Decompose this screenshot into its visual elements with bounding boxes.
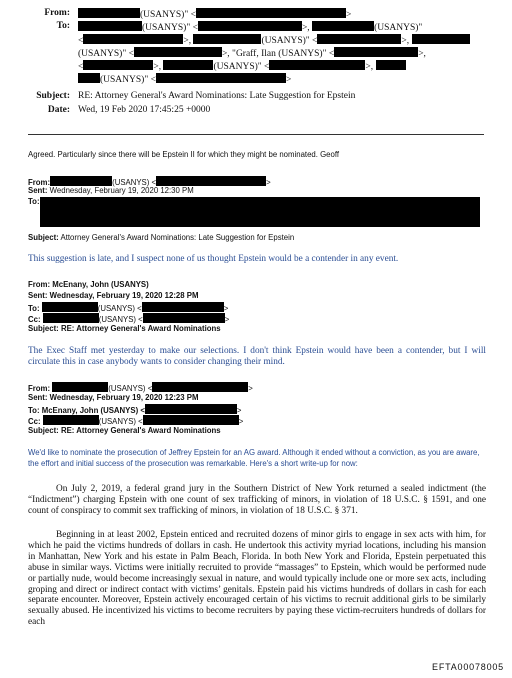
redaction [78, 73, 100, 83]
redaction [198, 21, 302, 31]
redaction [83, 60, 153, 70]
redaction [142, 302, 224, 312]
msg3-from: From: McEnany, John (USANYS) [28, 280, 149, 289]
msg4-from: From: (USANYS) < > [28, 384, 253, 393]
redaction [50, 176, 112, 186]
msg4-subject: Subject: RE: Attorney General's Award Nominations [28, 426, 221, 435]
writeup-paragraph-1: On July 2, 2019, a federal grand jury in the Southern District of New York returned a sealed indictment (the “Indictment”) charging Epstein with one count of sex trafficking of minors, in violation of 18 U.S.C. § 1591, and one count of conspiracy to commit sex trafficking of minors, in violation of 18 U.S.C. § 371. [28, 484, 486, 516]
to-line-2: < >, (USANYS)" < >, [78, 34, 470, 47]
redaction [196, 8, 346, 18]
redaction [334, 47, 418, 57]
redaction-block [40, 197, 480, 227]
date-label: Date: [47, 105, 70, 115]
redaction [43, 313, 99, 323]
redaction [412, 34, 470, 44]
document-id: EFTA00078005 [432, 662, 504, 672]
msg2-subject: Subject: Attorney General's Award Nominations: Late Suggestion for Epstein [28, 233, 295, 242]
header-divider [28, 134, 484, 135]
redaction [78, 8, 140, 18]
redaction [163, 60, 213, 70]
redaction [42, 302, 98, 312]
redaction [134, 47, 222, 57]
redaction [376, 60, 406, 70]
redaction [145, 404, 237, 414]
msg2-body: This suggestion is late, and I suspect none of us thought Epstein would be a contender in any event. [28, 254, 399, 264]
subject-value: RE: Attorney General's Award Nominations: Late Suggestion for Epstein [78, 91, 356, 101]
msg3-sent: Sent: Wednesday, February 19, 2020 12:28 PM [28, 291, 199, 300]
msg2-from: From: (USANYS) < > [28, 178, 271, 187]
redaction [193, 34, 261, 44]
msg4-body: We'd like to nominate the prosecution of Jeffrey Epstein for an AG award. Although it ended without a conviction, as you are aware, the effort and initial success of the prosecution was remarkable. Here's a short write-up for now: [28, 448, 480, 468]
to-line-1: (USANYS)" < >, (USANYS)" [78, 21, 422, 34]
redaction [312, 21, 374, 31]
msg2-sent: Sent: Wednesday, February 19, 2020 12:30 PM [28, 186, 194, 195]
redaction [156, 176, 266, 186]
to-line-5: (USANYS)" < > [78, 73, 291, 86]
to-line-4: < >, (USANYS)" < >, [78, 60, 406, 73]
msg3-cc: Cc: (USANYS) < > [28, 315, 230, 324]
msg2-to: To: [28, 197, 40, 206]
reply-text: Agreed. Particularly since there will be Epstein II for which they might be nominated. Geoff [28, 150, 340, 159]
msg4-sent: Sent: Wednesday, February 19, 2020 12:23 PM [28, 393, 199, 402]
redaction [143, 313, 225, 323]
to-label: To: [56, 21, 70, 31]
subject-label: Subject: [36, 91, 70, 101]
redaction [83, 34, 183, 44]
writeup-paragraph-2: Beginning in at least 2002, Epstein enticed and recruited dozens of minor girls to engage in sex acts with him, for which he paid the victims hundreds of dollars in cash. He undertook this activity myriad locations, including his mansion in Manhattan, New York and his estate in Palm Beach, Florida. In both New York and Florida, Epstein perpetuated this abuse in similar ways. Victims were initially recruited to provide “massages” to Epstein, which would be performed nude or partially nude, would become increasingly sexual in nature, and would typically include one or more sex acts, including groping and direct or indirect contact with victims’ genitals. Epstein paid his victims hundreds of dollars in cash for each separate encounter. Moreover, Epstein actively encouraged certain of his victims to recruit additional girls to be similarly sexually abused. He incentivized his victims to become recruiters by paying these victim-recruiters hundreds of dollars for each [28, 530, 486, 628]
msg4-to: To: McEnany, John (USANYS) < > [28, 406, 242, 415]
from-suffix: (USANYS)" < [140, 10, 196, 20]
to-line-3: (USANYS)" < >, "Graff, Ilan (USANYS)" < >, [78, 49, 426, 59]
msg3-subject: Subject: RE: Attorney General's Award Nominations [28, 324, 221, 333]
redaction [52, 382, 108, 392]
msg3-body: The Exec Staff met yesterday to make our selections. I don't think Epstein would have been a contender, but I will circulate this in case anybody wants to consider changing their mind. [28, 346, 486, 367]
from-value: (USANYS)" < > [78, 8, 351, 21]
redaction [43, 415, 99, 425]
redaction [269, 60, 365, 70]
redaction [156, 73, 286, 83]
date-value: Wed, 19 Feb 2020 17:45:25 +0000 [78, 105, 211, 115]
redaction [317, 34, 401, 44]
redaction [143, 415, 239, 425]
msg3-to: To: (USANYS) < > [28, 304, 229, 313]
redaction [152, 382, 248, 392]
from-label: From: [44, 8, 70, 18]
msg4-cc: Cc: (USANYS) < > [28, 417, 244, 426]
redaction [78, 21, 142, 31]
